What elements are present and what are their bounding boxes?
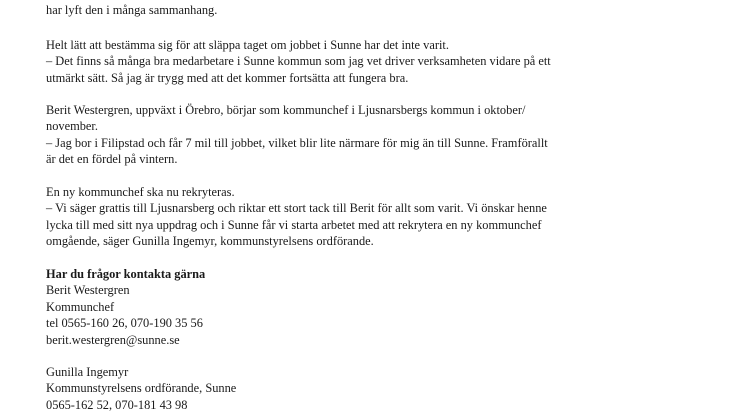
text-line: Berit Westergren, uppväxt i Örebro, börjar som kommunchef i Ljusnarsbergs kommun i oktober/ [46,103,526,117]
text-line: har lyft den i många sammanhang. [46,3,218,17]
contact-2 [46,364,646,413]
text-line: utmärkt sätt. Så jag är trygg med att det kommer fortsätta att fungera bra. [46,70,409,85]
contact-phone: tel 0565-160 26, 070-190 35 56 [46,316,203,331]
text-line: lycka till med sitt nya uppdrag och i Sunne får vi starta arbetet med att rekrytera en ny kommunchef [46,217,542,232]
paragraph-new-job [46,102,646,168]
paragraph-leaving [46,37,646,86]
contact-title: Kommunchef [46,299,115,314]
contact-email[interactable]: berit.westergren@sunne.se [46,332,180,347]
contact-name: Gunilla Ingemyr [46,365,129,379]
text-line: Helt lätt att bestämma sig för att släppa taget om jobbet i Sunne har det inte varit. [46,38,449,52]
text-line: – Jag bor i Filipstad och får 7 mil till jobbet, vilket blir lite närmare för mig än till Sunne. Framförallt [46,135,548,150]
text-line: – Det finns så många bra medarbetare i Sunne kommun som jag vet driver verksamheten vidare på ett [46,54,551,69]
text-line: är det en fördel på vintern. [46,152,178,167]
contact-title: Kommunstyrelsens ordförande, Sunne [46,381,237,396]
contact-name: Berit Westergren [46,283,130,298]
intro-paragraph [46,2,646,18]
text-line: omgående, säger Gunilla Ingemyr, kommunstyrelsens ordförande. [46,234,374,249]
paragraph-recruitment [46,184,646,250]
contact-phone: 0565-162 52, 070-181 43 98 [46,397,188,412]
contacts-section [46,266,646,348]
text-line: – Vi säger grattis till Ljusnarsberg och riktar ett stort tack till Berit för allt som varit. Vi önskar henne [46,201,547,216]
text-line: november. [46,119,98,134]
text-line: En ny kommunchef ska nu rekryteras. [46,185,235,199]
contacts-heading: Har du frågor kontakta gärna [46,267,206,281]
